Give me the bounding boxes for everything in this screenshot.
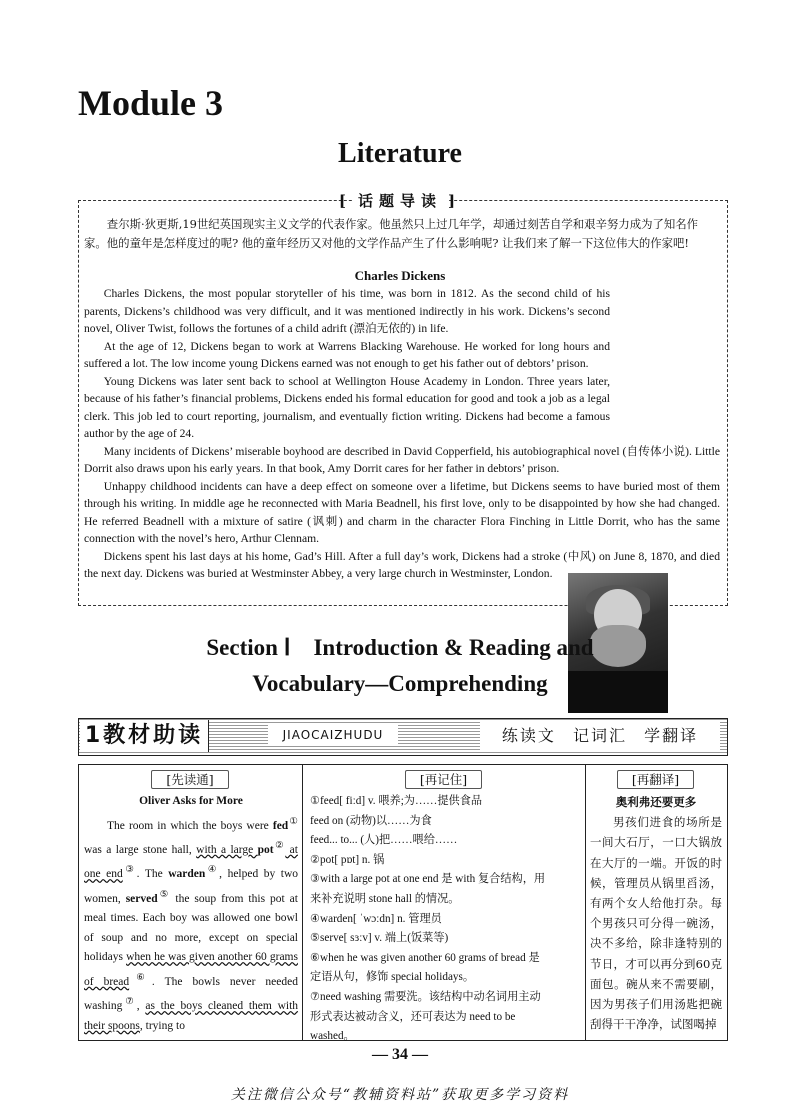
section-title-line2: Vocabulary—Comprehending [252,671,548,696]
article-paragraph: Young Dickens was later sent back to school at Wellington House Academy in London. Three years later, because of his father’s financial problems, Dickens ended his formal education for good and took a job as a legal clerk. This job led to court reporting, journalism, and eventually fiction writing. Dickens had become a famous author by the age of 24. [84,374,610,440]
vocab-note: ①feed[ fiːd] v. 喂养;为……提供食品 [310,795,483,807]
page-heading: Literature [338,138,462,169]
translation-column [590,792,722,1034]
banner-tags: 练读文 记词汇 学翻译 [480,722,720,750]
article-body [84,285,720,583]
section-title [0,630,800,702]
column-divider [302,764,303,1041]
article-title: Charles Dickens [354,268,446,283]
translation-text: 男孩们进食的场所是一间大石厅，一口大锅放在大厅的一端。开饭的时候，管理员从锅里舀汤，有两个女人给他打杂。每个男孩只可分得一碗汤，决不多给，除非逢特别的节日，才可以再分到60克面包。碗从来不需要刷，因为男孩子们用汤匙把碗刮得干干净净，试图喝掉 [590,815,722,1032]
reading-column [84,792,298,1037]
article-paragraph: Unhappy childhood incidents can have a deep effect on someone over a lifetime, but Dickens seems to have buried most of them through his writing. In middle age he reconnected with Maria Beadnell, his first love, only to be disappointed by how she had changed. He referred Beadnell with a mixture of satire (讽刺) and charm in the character Flora Finching in Little Dorrit, who has the same connection with the novel’s hero, Arthur Clennam. [84,479,720,545]
vocabulary-column [310,792,550,1047]
article-paragraph: Charles Dickens, the most popular storyteller of his time, was born in 1812. As the second child of his parents, Dickens’s childhood was very difficult, and it was mentioned indirectly in his work. Dickens’s second novel, Oliver Twist, follows the fortunes of a child adrift (漂泊无依的) in life. [84,287,610,335]
vocab-note: ④warden[ ˈwɔːdn] n. 管理员 [310,912,442,925]
vocab-note: ⑦need washing 需要洗。该结构中动名词用主动形式表达被动含义，还可表达为 need to be washed。 [310,990,541,1043]
article-paragraph: Many incidents of Dickens’ miserable boyhood are described in David Copperfield, his autobiographical novel (自传体小说). Little Dorrit also draws upon his early years. In that book, Amy Dorrit cares for her father in debtors’ prison. [84,444,720,475]
page-number: — 34 — [372,1046,428,1063]
article-paragraph: Dickens spent his last days at his home, Gad’s Hill. After a full day’s work, Dickens had a stroke (中风) on June 8, 1870, and died the next day. Dickens was buried at Westminster Abbey, a very large church in Westminster, London. [84,549,720,580]
intro-label: [ 话题导读 ] [338,192,462,210]
column-divider [585,764,586,1041]
vocab-note: ②pot[ pɒt] n. 锅 [310,853,385,866]
vocab-note: ⑥when he was given another 60 grams of bread 是定语从句，修饰 special holidays。 [310,951,540,984]
column-header-read: [先读通] [78,770,302,788]
column-header-translate: [再翻译] [585,770,726,788]
vocab-note: ③with a large pot at one end 是 with 复合结构，用来补充说明 stone hall 的情况。 [310,873,546,905]
reading-title: Oliver Asks for More [139,795,243,807]
vocab-note: ⑤serve[ sɜːv] v. 端上(饭菜等) [310,932,449,945]
translation-title: 奥利弗还要更多 [615,795,697,809]
vocab-note: feed on (动物)以……为食 [310,814,432,827]
module-title: Module 3 [78,83,224,123]
section-title-line1: Section Ⅰ Introduction & Reading and [206,635,594,660]
banner-title: 1教材助读 [80,720,209,752]
banner-pinyin: JIAOCAIZHUDU [268,724,398,746]
footer-note: 关注微信公众号“教辅资料站”获取更多学习资料 [230,1087,570,1103]
article-paragraph: At the age of 12, Dickens began to work at Warrens Blacking Warehouse. He worked for long hours and suffered a lot. The low income young Dickens earned was not enough to get his father out of debtors’ prison. [84,339,610,370]
vocab-note: feed... to... (人)把……喂给…… [310,834,458,847]
intro-chinese-text: 查尔斯·狄更斯,19世纪英国现实主义文学的代表作家。他虽然只上过几年学，却通过刻苦自学和艰辛努力成为了知名作家。他的童年是怎样度过的呢? 他的童年经历又对他的文学作品产生了什么影响呢? 让我们来了解一下这位伟大的作家吧! [84,217,699,250]
reading-text: The room in which the boys were fed① was a large stone hall, with a large pot② at one end③. The warden④, helped by two women, served⑤ the soup from this pot at meal times. Each boy was allowed one bowl of soup and no more, except on special holidays when he was given another 60 grams of bread⑥. The bowls never needed washing⑦, as the boys cleaned them with their spoons, trying to [84,815,299,1032]
column-header-remember: [再记住] [302,770,585,788]
